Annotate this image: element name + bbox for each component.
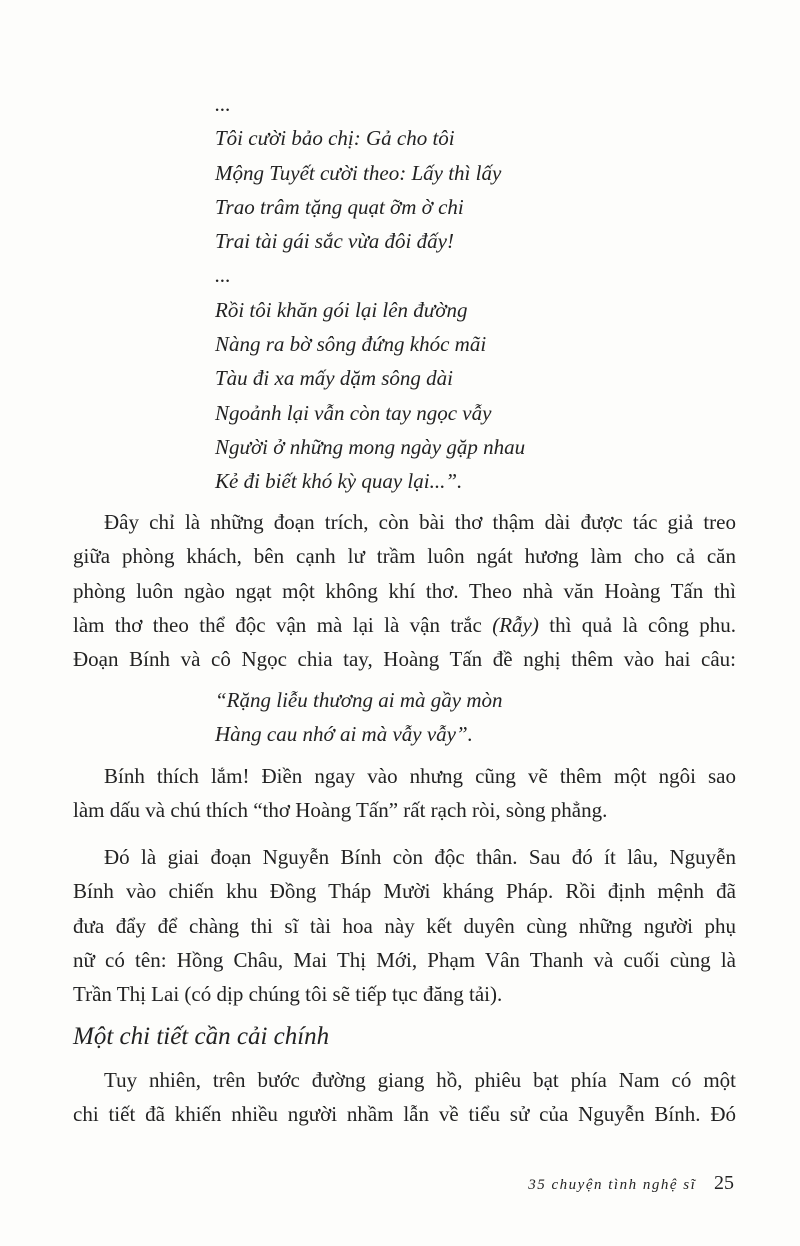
- text-line: [73, 608, 736, 642]
- text-line: Bính vào chiến khu Đồng Tháp Mười kháng Pháp. Rồi định mệnh đã: [73, 879, 736, 904]
- poem-line: Kẻ đi biết khó kỳ quay lại...”.: [215, 469, 463, 494]
- text-line: làm dấu và chú thích “thơ Hoàng Tấn” rất rạch ròi, sòng phẳng.: [73, 798, 608, 823]
- text-line: đưa đẩy để chàng thi sĩ tài hoa này kết duyên cùng những người phụ: [73, 913, 736, 938]
- text-line: Bính thích lắm! Điền ngay vào nhưng cũng vẽ thêm một ngôi sao: [104, 764, 736, 788]
- paragraph: [73, 505, 736, 676]
- poem-excerpt: [215, 87, 525, 499]
- paragraph: [73, 1063, 736, 1132]
- poem-quote: [215, 683, 502, 752]
- text-line: giữa phòng khách, bên cạnh lư trầm luôn ngát hương làm cho cả căn: [73, 544, 736, 569]
- italic-term: (Rẫy): [492, 612, 539, 637]
- page-footer: [528, 1172, 734, 1195]
- poem-line: ...: [215, 263, 231, 288]
- poem-line: ...: [215, 92, 231, 116]
- text-line: phòng luôn ngào ngạt một không khí thơ. Theo nhà văn Hoàng Tấn thì: [73, 578, 736, 603]
- text-line: Tuy nhiên, trên bước đường giang hồ, phiêu bạt phía Nam có một: [104, 1068, 736, 1092]
- poem-line: “Rặng liễu thương ai mà gầy mòn: [215, 688, 503, 712]
- text-line: Đây chỉ là những đoạn trích, còn bài thơ thậm dài được tác giả treo: [104, 510, 736, 534]
- paragraph: [73, 759, 736, 828]
- text-line: Đó là giai đoạn Nguyễn Bính còn độc thân. Sau đó ít lâu, Nguyễn: [104, 845, 736, 869]
- paragraph: [73, 840, 736, 1011]
- poem-line: Tàu đi xa mấy dặm sông dài: [215, 366, 453, 391]
- text-segment: làm thơ theo thể độc vận mà lại là vận trắc: [73, 612, 493, 637]
- text-segment: thì quả là công phu.: [538, 612, 736, 637]
- poem-line: Ngoảnh lại vẫn còn tay ngọc vẫy: [215, 400, 492, 425]
- poem-line: Hàng cau nhớ ai mà vẫy vẫy”.: [215, 722, 473, 747]
- section-heading: Một chi tiết cần cải chính: [73, 1023, 330, 1050]
- poem-line: Tôi cười bảo chị: Gả cho tôi: [215, 126, 455, 151]
- poem-line: Rồi tôi khăn gói lại lên đường: [215, 297, 468, 322]
- poem-line: Mộng Tuyết cười theo: Lấy thì lấy: [215, 160, 502, 185]
- text-line: Trần Thị Lai (có dịp chúng tôi sẽ tiếp tục đăng tải).: [73, 982, 503, 1007]
- book-title: 35 chuyện tình nghệ sĩ: [528, 1177, 697, 1193]
- poem-line: Người ở những mong ngày gặp nhau: [215, 434, 526, 459]
- poem-line: Trao trâm tặng quạt ỡm ờ chi: [215, 194, 464, 219]
- poem-line: Nàng ra bờ sông đứng khóc mãi: [215, 332, 487, 357]
- text-line: Đoạn Bính và cô Ngọc chia tay, Hoàng Tấn đề nghị thêm vào hai câu:: [73, 647, 736, 672]
- page-number: 25: [714, 1172, 734, 1194]
- poem-line: Trai tài gái sắc vừa đôi đấy!: [215, 229, 454, 254]
- text-line: chi tiết đã khiến nhiều người nhầm lẫn về tiểu sử của Nguyễn Bính. Đó: [73, 1102, 736, 1127]
- text-line: nữ có tên: Hồng Châu, Mai Thị Mới, Phạm Vân Thanh và cuối cùng là: [73, 947, 736, 972]
